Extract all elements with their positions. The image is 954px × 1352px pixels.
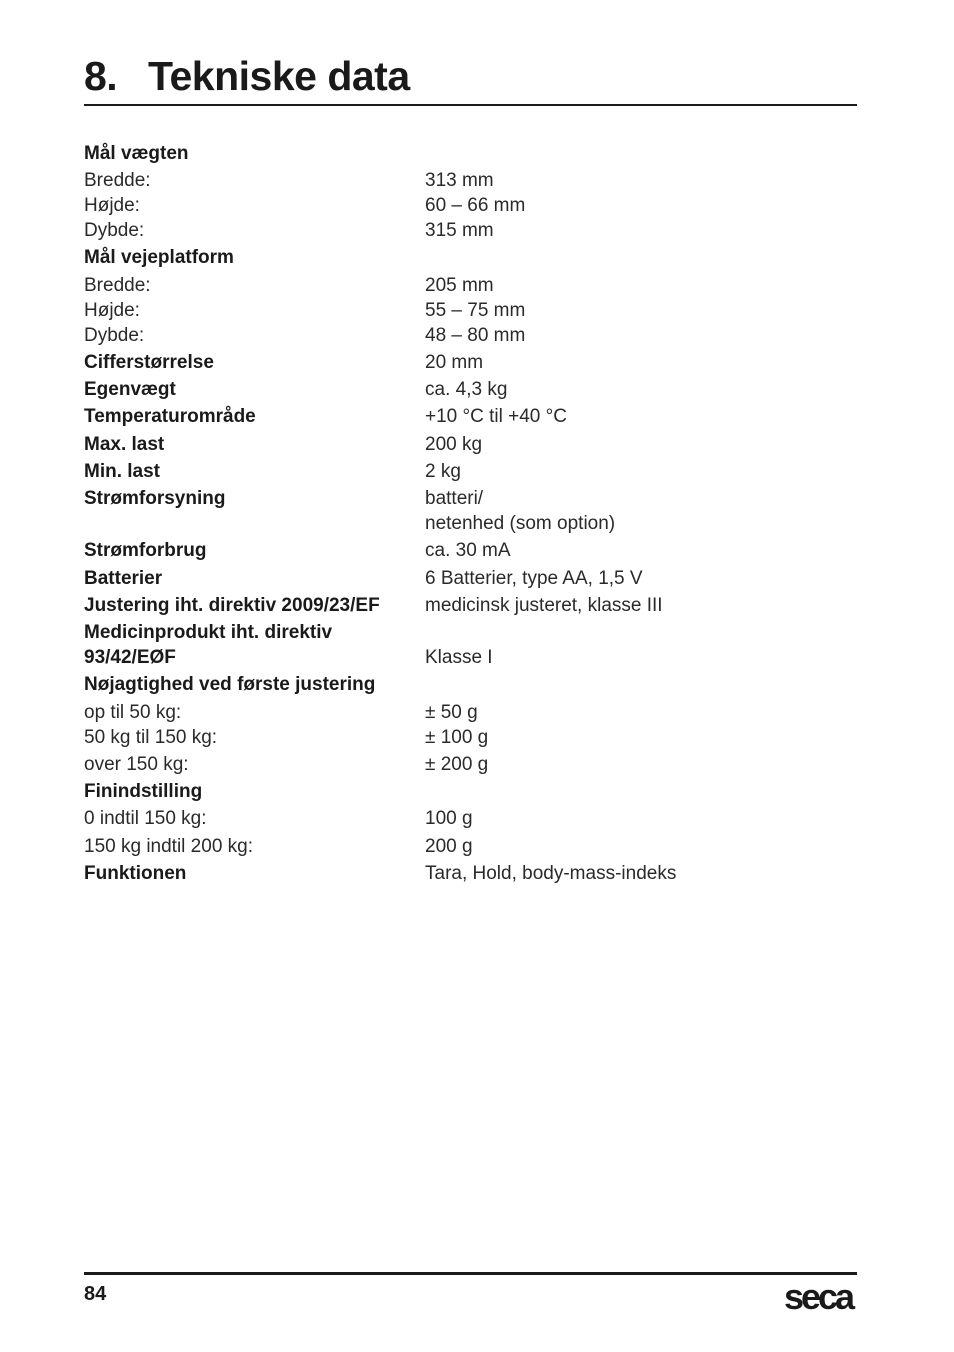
spec-value-line: ± 100 g bbox=[425, 727, 489, 748]
spec-label bbox=[84, 404, 424, 429]
spec-value-line: ± 50 g bbox=[425, 702, 478, 723]
spec-label bbox=[84, 168, 424, 193]
spec-value-line: medicinsk justeret, klasse III bbox=[425, 595, 663, 616]
section-title: Tekniske data bbox=[148, 53, 410, 99]
spec-value bbox=[425, 834, 473, 859]
page-number: 84 bbox=[84, 1283, 107, 1305]
spec-label bbox=[84, 620, 424, 670]
spec-value-line: 313 mm bbox=[425, 170, 494, 191]
spec-value-line: 100 g bbox=[425, 808, 473, 829]
spec-label-line: Justering iht. direktiv 2009/23/EF bbox=[84, 595, 380, 616]
spec-label-line: Mål vejeplatform bbox=[84, 247, 234, 268]
spec-value bbox=[425, 377, 507, 402]
spec-label bbox=[84, 672, 424, 697]
spec-value-line: 315 mm bbox=[425, 220, 494, 241]
spec-value bbox=[425, 752, 488, 777]
spec-value-line: 205 mm bbox=[425, 275, 494, 296]
spec-label-line: Min. last bbox=[84, 461, 161, 482]
spec-label bbox=[84, 141, 424, 166]
spec-label bbox=[84, 566, 424, 591]
title-divider bbox=[84, 104, 857, 106]
spec-value-line: ca. 4,3 kg bbox=[425, 379, 508, 400]
spec-label-line: 0 indtil 150 kg: bbox=[84, 808, 207, 829]
spec-label-line: Funktionen bbox=[84, 863, 187, 884]
spec-label-line: Temperaturområde bbox=[84, 406, 256, 427]
spec-label bbox=[84, 377, 424, 402]
spec-label bbox=[84, 245, 424, 270]
spec-value bbox=[425, 620, 493, 670]
spec-value-line: 2 kg bbox=[425, 461, 461, 482]
spec-label bbox=[84, 273, 424, 298]
spec-label-line: Strømforbrug bbox=[84, 540, 207, 561]
spec-value bbox=[425, 700, 478, 725]
spec-label bbox=[84, 193, 424, 218]
spec-label bbox=[84, 700, 424, 725]
spec-value bbox=[425, 593, 663, 618]
spec-value bbox=[425, 404, 567, 429]
spec-label-line: Dybde: bbox=[84, 325, 145, 346]
spec-label bbox=[84, 459, 424, 484]
section-number: 8. bbox=[84, 53, 118, 99]
spec-value bbox=[425, 323, 525, 348]
spec-label bbox=[84, 834, 424, 859]
spec-label-line: 150 kg indtil 200 kg: bbox=[84, 836, 254, 857]
spec-label bbox=[84, 323, 424, 348]
spec-value bbox=[425, 566, 643, 591]
spec-label-line: Cifferstørrelse bbox=[84, 352, 214, 373]
spec-label-line: Højde: bbox=[84, 300, 140, 321]
spec-label-line: over 150 kg: bbox=[84, 754, 189, 775]
spec-value-line: ca. 30 mA bbox=[425, 540, 511, 561]
spec-label-line: Egenvægt bbox=[84, 379, 176, 400]
spec-label-line: Finindstilling bbox=[84, 781, 203, 802]
spec-label bbox=[84, 432, 424, 457]
spec-label-line: Bredde: bbox=[84, 170, 151, 191]
footer-divider bbox=[84, 1272, 857, 1275]
spec-value-line: 6 Batterier, type AA, 1,5 V bbox=[425, 568, 643, 589]
spec-label-line: op til 50 kg: bbox=[84, 702, 182, 723]
spec-label-line: Bredde: bbox=[84, 275, 151, 296]
spec-value bbox=[425, 538, 511, 563]
spec-value-line: Klasse I bbox=[425, 647, 493, 668]
spec-value-line: 60 – 66 mm bbox=[425, 195, 526, 216]
spec-label bbox=[84, 298, 424, 323]
spec-value bbox=[425, 218, 494, 243]
spec-label bbox=[84, 861, 424, 886]
spec-label bbox=[84, 806, 424, 831]
spec-value bbox=[425, 168, 494, 193]
spec-value-line: ± 200 g bbox=[425, 754, 489, 775]
spec-value bbox=[425, 298, 525, 323]
spec-value-line: 48 – 80 mm bbox=[425, 325, 526, 346]
spec-label bbox=[84, 486, 424, 511]
spec-value bbox=[425, 432, 482, 457]
spec-value-line: 200 g bbox=[425, 836, 473, 857]
spec-label-line: Dybde: bbox=[84, 220, 145, 241]
spec-value bbox=[425, 806, 473, 831]
spec-label-line: 50 kg til 150 kg: bbox=[84, 727, 218, 748]
spec-label bbox=[84, 779, 424, 804]
spec-value-line: 55 – 75 mm bbox=[425, 300, 526, 321]
spec-value-line: batteri/ bbox=[425, 488, 484, 509]
spec-label bbox=[84, 593, 424, 618]
seca-logo-text: seca bbox=[783, 1276, 853, 1316]
spec-value-line: netenhed (som option) bbox=[425, 513, 616, 534]
spec-value bbox=[425, 725, 488, 750]
spec-label bbox=[84, 538, 424, 563]
spec-label-line: Max. last bbox=[84, 434, 165, 455]
spec-label bbox=[84, 218, 424, 243]
spec-value bbox=[425, 193, 525, 218]
spec-value bbox=[425, 486, 615, 536]
spec-value-line: +10 °C til +40 °C bbox=[425, 406, 567, 427]
spec-label-line: Batterier bbox=[84, 568, 163, 589]
spec-value-line: Tara, Hold, body-mass-indeks bbox=[425, 863, 677, 884]
spec-value bbox=[425, 459, 461, 484]
spec-value-line: 200 kg bbox=[425, 434, 483, 455]
spec-label-line: Medicinprodukt iht. direktiv bbox=[84, 622, 333, 643]
spec-value bbox=[425, 861, 676, 886]
spec-value-line: 20 mm bbox=[425, 352, 484, 373]
spec-value-line bbox=[425, 620, 493, 645]
spec-label bbox=[84, 725, 424, 750]
spec-label-line: Højde: bbox=[84, 195, 140, 216]
seca-logo bbox=[778, 1276, 858, 1316]
spec-label-line: 93/42/EØF bbox=[84, 647, 176, 668]
spec-label bbox=[84, 752, 424, 777]
spec-label-line: Mål vægten bbox=[84, 143, 189, 164]
spec-label bbox=[84, 350, 424, 375]
spec-label-line: Strømforsyning bbox=[84, 488, 226, 509]
page-title bbox=[84, 52, 410, 100]
spec-value bbox=[425, 273, 494, 298]
spec-value bbox=[425, 350, 483, 375]
spec-label-line: Nøjagtighed ved første justering bbox=[84, 674, 376, 695]
